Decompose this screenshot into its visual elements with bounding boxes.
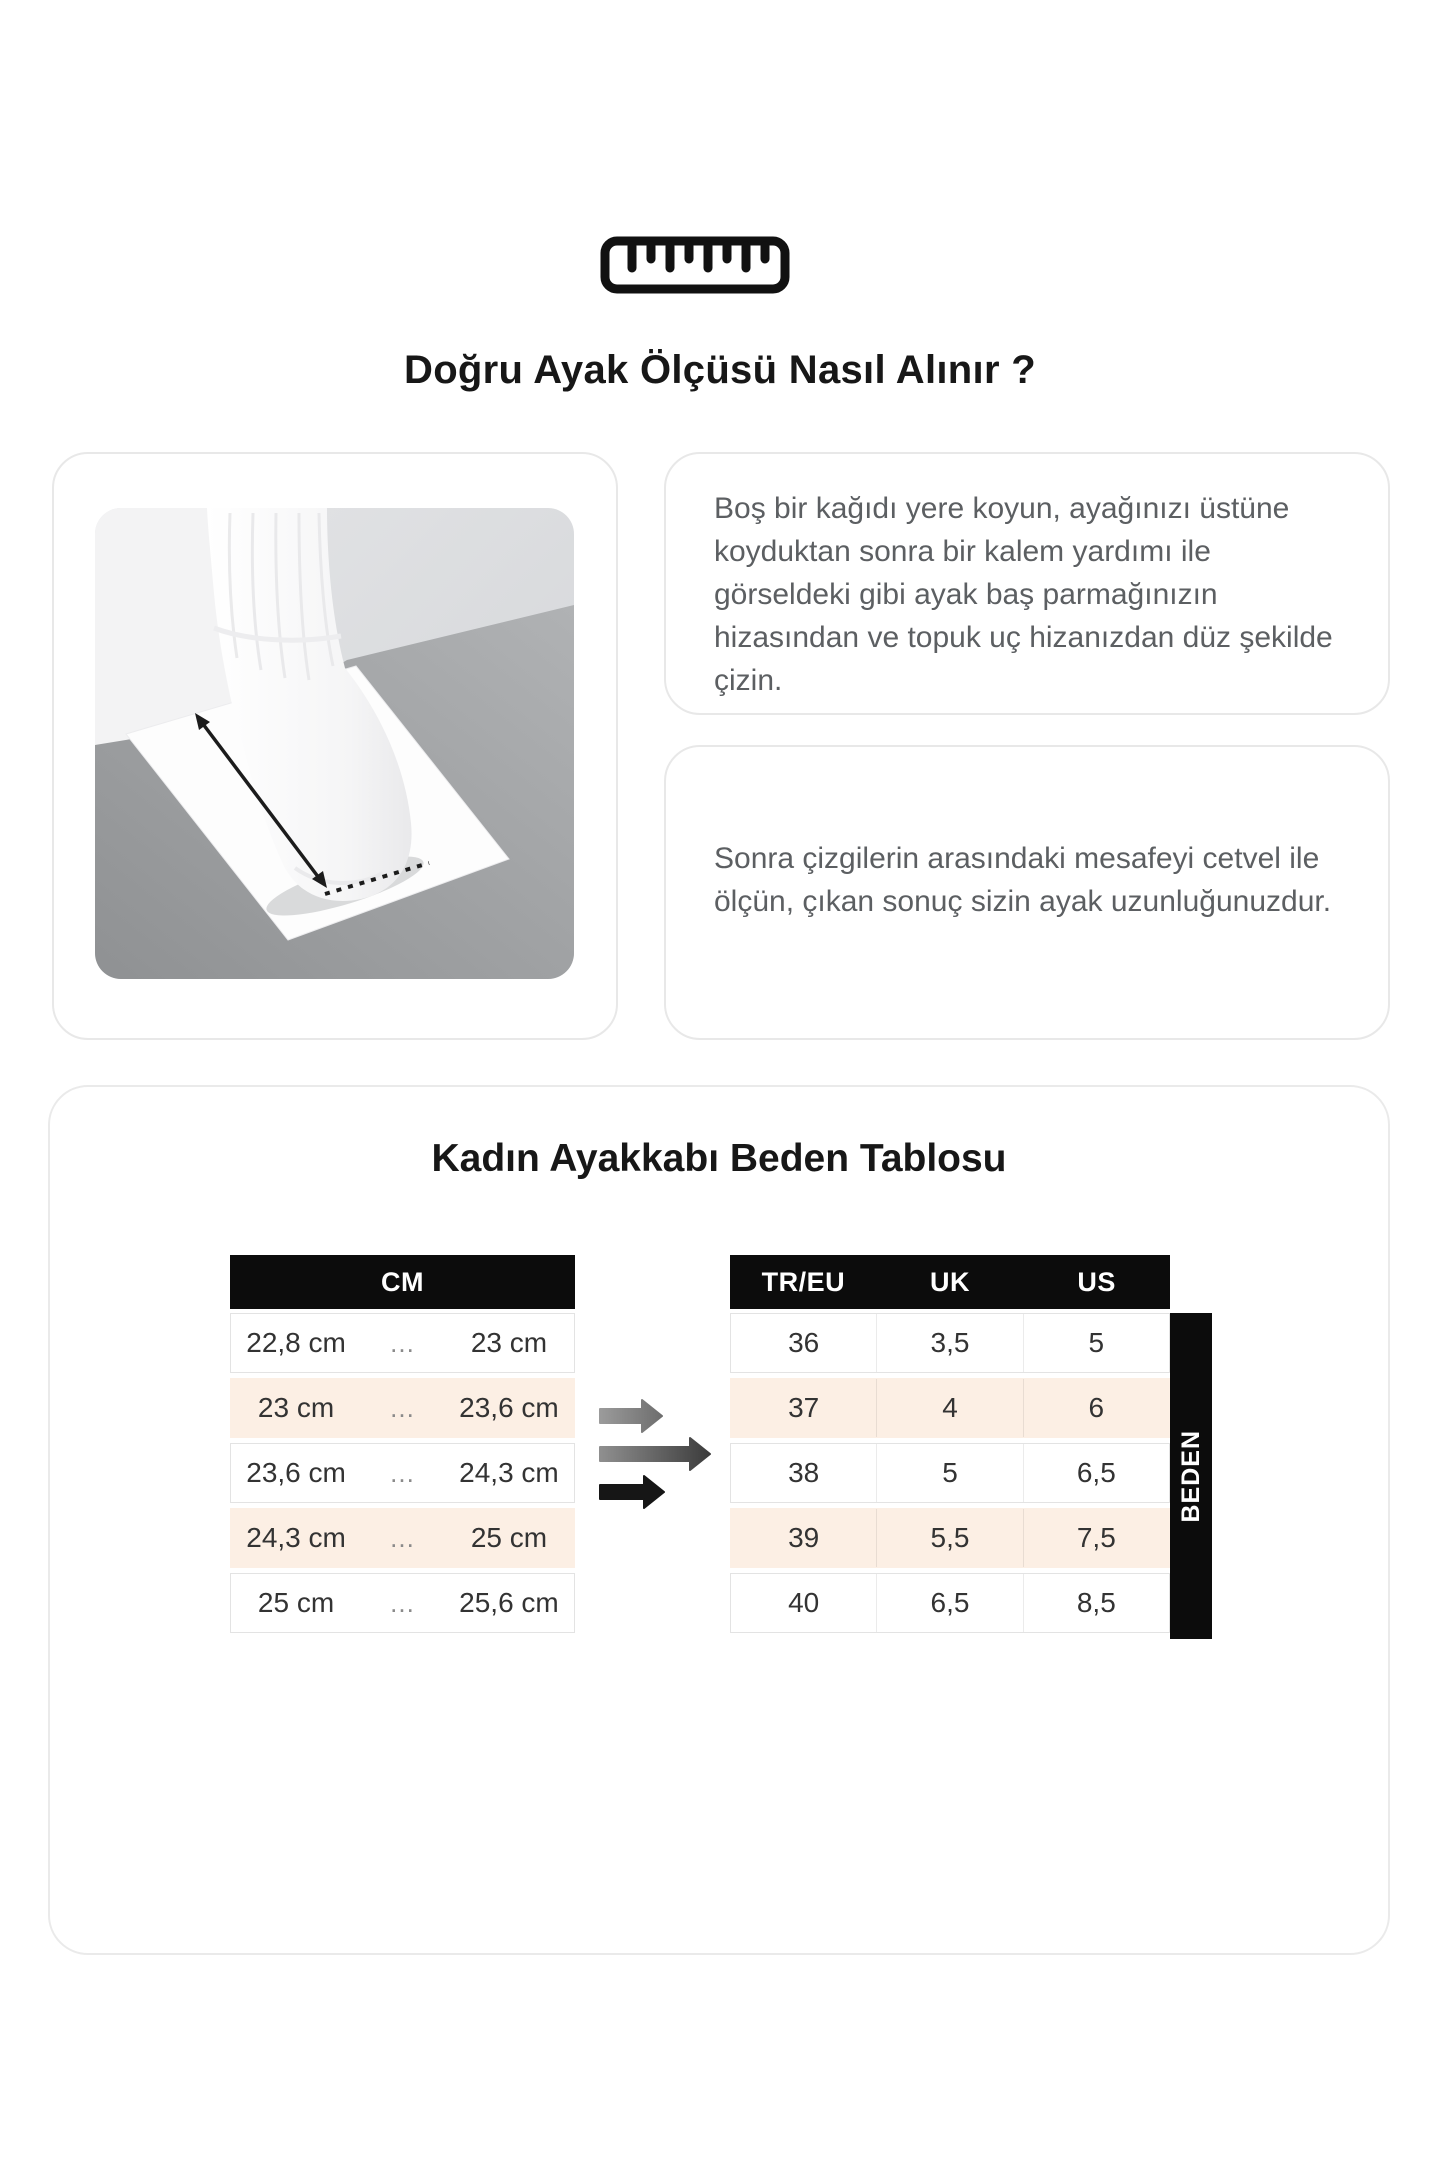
table-row: [730, 1443, 1170, 1503]
table-row: [230, 1573, 575, 1633]
size-cell: 5: [1023, 1314, 1169, 1372]
instruction-box-1: [664, 452, 1390, 715]
beden-side-bar: [1170, 1313, 1212, 1639]
table-row: [230, 1313, 575, 1373]
cm-range-from: 23,6 cm: [246, 1457, 346, 1488]
instruction-step-2: Sonra çizgilerin arasındaki mesafeyi cetvel ile ölçün, çıkan sonuç sizin ayak uzunluğunuzdur.: [714, 842, 1332, 918]
cm-range-to: 25 cm: [470, 1522, 548, 1553]
table-row: [730, 1508, 1170, 1568]
cm-range-to: 25,6 cm: [459, 1587, 559, 1618]
cm-range-from: 22,8 cm: [246, 1327, 346, 1358]
size-cell: 36: [788, 1327, 820, 1358]
cm-range-from: 25 cm: [257, 1587, 335, 1618]
transfer-arrows-icon: [596, 1394, 716, 1514]
page-title: Doğru Ayak Ölçüsü Nasıl Alınır ?: [404, 348, 1036, 392]
column-header-uk: UK: [930, 1266, 970, 1297]
table-row: [730, 1573, 1170, 1633]
range-separator: ...: [390, 1327, 415, 1358]
table-row: [730, 1378, 1170, 1438]
table-row: [730, 1313, 1170, 1373]
column-header-us: US: [1077, 1266, 1116, 1297]
range-separator: ...: [390, 1522, 415, 1553]
column-header-treu: TR/EU: [761, 1266, 846, 1297]
size-cell: 6,5: [876, 1574, 1022, 1632]
cm-range-to: 23 cm: [470, 1327, 548, 1358]
size-cell: 37: [788, 1392, 820, 1423]
cm-range-from: 24,3 cm: [246, 1522, 346, 1553]
range-separator: ...: [390, 1457, 415, 1488]
size-cell: 40: [788, 1587, 820, 1618]
cm-table-header: CM: [230, 1255, 575, 1309]
beden-label: BEDEN: [1176, 1429, 1205, 1523]
range-separator: ...: [390, 1587, 415, 1618]
size-cell: 39: [788, 1522, 820, 1553]
size-cell: 8,5: [1023, 1574, 1169, 1632]
ruler-icon: [600, 236, 790, 294]
cm-range-to: 23,6 cm: [459, 1392, 559, 1423]
size-cell: 6,5: [1023, 1444, 1169, 1502]
instruction-step-1: Boş bir kağıdı yere koyun, ayağınızı üstüne koyduktan sonra bir kalem yardımı ile görseldeki gibi ayak baş parmağınızın hizasından ve topuk uç hizanızdan düz şekilde çizin.: [714, 492, 1333, 697]
size-table-header: [730, 1255, 1170, 1309]
range-separator: ...: [390, 1392, 415, 1423]
table-row: [230, 1378, 575, 1438]
size-cell: 3,5: [876, 1314, 1022, 1372]
size-cell: 7,5: [1023, 1509, 1169, 1567]
size-chart-section: [48, 1085, 1390, 1955]
cm-range-to: 24,3 cm: [459, 1457, 559, 1488]
cm-range-from: 23 cm: [257, 1392, 335, 1423]
size-chart-title: Kadın Ayakkabı Beden Tablosu: [431, 1137, 1007, 1180]
size-cell: 6: [1023, 1379, 1169, 1437]
table-row: [230, 1508, 575, 1568]
size-conversion-table: [730, 1255, 1170, 1633]
cm-table: [230, 1255, 575, 1633]
size-cell: 38: [788, 1457, 820, 1488]
size-cell: 5: [876, 1444, 1022, 1502]
table-row: [230, 1443, 575, 1503]
size-cell: 4: [876, 1379, 1022, 1437]
foot-measurement-photo: [95, 508, 574, 979]
foot-measurement-card: [52, 452, 618, 1040]
instruction-box-2: [664, 745, 1390, 1040]
size-cell: 5,5: [876, 1509, 1022, 1567]
